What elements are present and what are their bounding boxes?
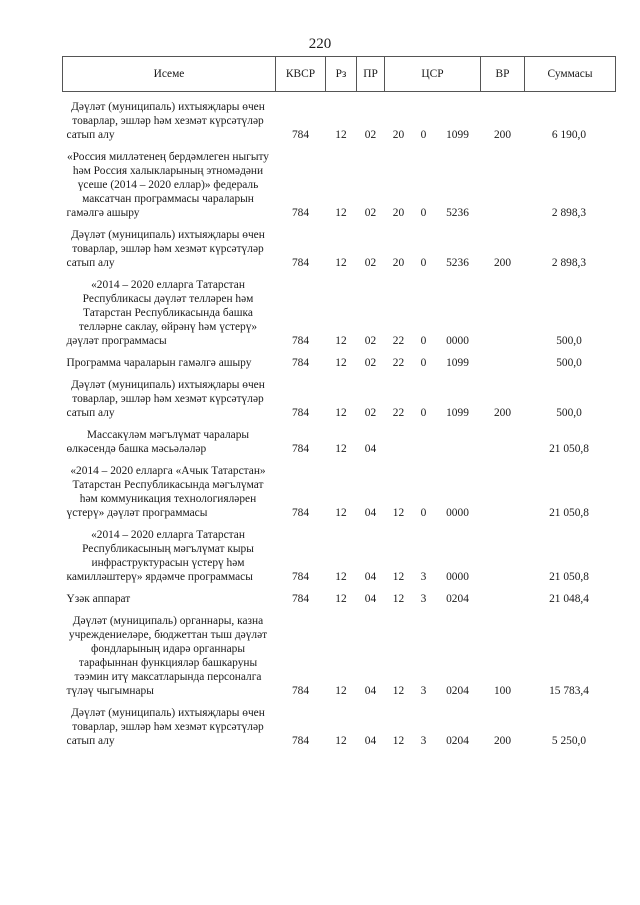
row-rz: 12	[335, 407, 347, 419]
row-vr	[481, 428, 525, 464]
row-pr: 02	[364, 207, 377, 219]
row-csr-direction	[435, 428, 481, 464]
row-rz: 12	[335, 443, 347, 455]
row-rz: 12	[335, 357, 347, 369]
row-pr: 04	[364, 735, 377, 747]
row-vr: 100	[493, 685, 512, 697]
row-csr-program: 12	[392, 593, 405, 605]
row-csr-program: 22	[392, 357, 405, 369]
row-sum: 6 190,0	[551, 129, 587, 141]
row-vr	[481, 278, 525, 356]
header-rz: Рз	[326, 57, 357, 92]
row-kvsr: 784	[291, 335, 310, 347]
row-name: Дәүләт (муниципаль) ихтыяҗлары өчен товарлар, эшләр һәм хезмәт күрсәтүләр сатып алу	[66, 707, 265, 747]
row-vr: 200	[493, 407, 512, 419]
row-vr: 200	[493, 129, 512, 141]
row-sum: 21 048,4	[549, 593, 589, 605]
row-csr-direction: 0000	[446, 335, 469, 347]
row-csr-direction: 0000	[446, 571, 469, 583]
row-rz: 12	[335, 593, 347, 605]
row-pr: 02	[364, 257, 377, 269]
row-csr-program: 12	[392, 735, 405, 747]
row-sum: 15 783,4	[549, 685, 589, 697]
row-rz: 12	[335, 685, 347, 697]
row-csr-subprogram: 0	[420, 407, 427, 419]
table-row	[63, 464, 616, 528]
row-vr	[481, 356, 525, 378]
row-csr-subprogram: 0	[420, 129, 427, 141]
page-number: 220	[308, 36, 332, 52]
row-csr-direction: 0000	[446, 507, 469, 519]
row-rz: 12	[335, 735, 347, 747]
row-sum: 5 250,0	[551, 735, 587, 747]
row-vr	[481, 464, 525, 528]
row-sum: 500,0	[556, 357, 582, 369]
row-kvsr: 784	[291, 443, 310, 455]
row-name: Дәүләт (муниципаль) ихтыяҗлары өчен товарлар, эшләр һәм хезмәт күрсәтүләр сатып алу	[66, 379, 265, 419]
row-pr: 04	[364, 443, 377, 455]
row-csr-program	[385, 428, 413, 464]
table-header	[63, 57, 616, 92]
table-row	[63, 592, 616, 614]
row-csr-program: 20	[392, 207, 405, 219]
row-name: Дәүләт (муниципаль) ихтыяҗлары өчен товарлар, эшләр һәм хезмәт күрсәтүләр сатып алу	[66, 101, 265, 141]
row-csr-program: 22	[392, 407, 405, 419]
row-sum: 500,0	[556, 407, 582, 419]
row-csr-subprogram: 0	[420, 357, 427, 369]
row-pr: 02	[364, 335, 377, 347]
row-sum: 21 050,8	[549, 571, 589, 583]
row-name: Үзәк аппарат	[66, 593, 131, 605]
row-csr-direction: 0204	[446, 735, 469, 747]
row-name: Дәүләт (муниципаль) ихтыяҗлары өчен товарлар, эшләр һәм хезмәт күрсәтүләр сатып алу	[66, 229, 265, 269]
row-csr-direction: 0204	[446, 685, 469, 697]
row-csr-subprogram: 3	[420, 685, 427, 697]
row-csr-subprogram: 0	[420, 257, 427, 269]
row-pr: 02	[364, 407, 377, 419]
table-row	[63, 92, 616, 151]
row-vr: 200	[493, 735, 512, 747]
table-row	[63, 378, 616, 428]
row-pr: 02	[364, 357, 377, 369]
row-sum: 21 050,8	[549, 443, 589, 455]
row-kvsr: 784	[291, 357, 310, 369]
row-csr-direction: 5236	[446, 257, 469, 269]
row-pr: 04	[364, 685, 377, 697]
row-pr: 02	[364, 129, 377, 141]
row-csr-direction: 5236	[446, 207, 469, 219]
row-csr-program: 12	[392, 571, 405, 583]
row-csr-subprogram: 3	[420, 593, 427, 605]
row-kvsr: 784	[291, 207, 310, 219]
table-row	[63, 228, 616, 278]
header-vr: ВР	[481, 57, 525, 92]
row-csr-program: 12	[392, 507, 405, 519]
row-kvsr: 784	[291, 507, 310, 519]
row-pr: 04	[364, 507, 377, 519]
row-csr-subprogram: 0	[420, 335, 427, 347]
row-csr-program: 20	[392, 129, 405, 141]
table-row	[63, 706, 616, 756]
table-row	[63, 614, 616, 706]
row-kvsr: 784	[291, 129, 310, 141]
budget-table	[62, 56, 616, 756]
row-kvsr: 784	[291, 593, 310, 605]
row-kvsr: 784	[291, 257, 310, 269]
row-rz: 12	[335, 207, 347, 219]
row-csr-subprogram: 3	[420, 735, 427, 747]
row-name: «2014 – 2020 елларга Татарстан Республикасының мәгълүмат кыры инфраструктурасын үстерү һәм камилләштерү» ярдәмче программасы	[66, 529, 254, 583]
row-rz: 12	[335, 507, 347, 519]
row-kvsr: 784	[291, 735, 310, 747]
row-csr-direction: 1099	[446, 407, 469, 419]
row-sum: 2 898,3	[551, 207, 587, 219]
row-rz: 12	[335, 571, 347, 583]
header-csr: ЦСР	[385, 57, 481, 92]
row-name: «Россия милләтенең бердәмлеген ныгыту һәм Россия халыкларының этномәдәни үсеше (2014 – 2020 еллар)» федераль максатчан программасы чараларын гамәлгә ашыру	[66, 151, 270, 219]
row-csr-direction: 1099	[446, 129, 469, 141]
table-body	[63, 92, 616, 757]
row-rz: 12	[335, 257, 347, 269]
row-sum: 21 050,8	[549, 507, 589, 519]
row-name: Программа чараларын гамәлгә ашыру	[66, 357, 252, 369]
row-csr-subprogram: 0	[420, 207, 427, 219]
row-sum: 500,0	[556, 335, 582, 347]
row-kvsr: 784	[291, 407, 310, 419]
table-row	[63, 528, 616, 592]
row-rz: 12	[335, 335, 347, 347]
row-pr: 04	[364, 593, 377, 605]
row-vr	[481, 592, 525, 614]
row-csr-program: 20	[392, 257, 405, 269]
row-vr: 200	[493, 257, 512, 269]
row-csr-subprogram	[413, 428, 435, 464]
row-sum: 2 898,3	[551, 257, 587, 269]
header-sum: Суммасы	[525, 57, 616, 92]
row-rz: 12	[335, 129, 347, 141]
row-name: Массакүләм мәгълүмат чаралары өлкәсендә башка мәсьәләләр	[66, 429, 250, 455]
row-name: «2014 – 2020 елларга «Ачык Татарстан» Татарстан Республикасында мәгълүмат һәм коммуникация технологияләрен үстерү» дәүләт программасы	[66, 465, 266, 519]
row-csr-program: 22	[392, 335, 405, 347]
row-csr-subprogram: 0	[420, 507, 427, 519]
row-pr: 04	[364, 571, 377, 583]
table-row	[63, 428, 616, 464]
table-row	[63, 278, 616, 356]
row-kvsr: 784	[291, 571, 310, 583]
row-csr-direction: 1099	[446, 357, 469, 369]
header-name: Исеме	[63, 57, 276, 92]
row-csr-direction: 0204	[446, 593, 469, 605]
row-csr-program: 12	[392, 685, 405, 697]
header-pr: ПР	[357, 57, 385, 92]
row-csr-subprogram: 3	[420, 571, 427, 583]
row-vr	[481, 150, 525, 228]
header-kvsr: КВСР	[276, 57, 326, 92]
table-row	[63, 356, 616, 378]
table-row	[63, 150, 616, 228]
row-name: «2014 – 2020 елларга Татарстан Республикасы дәүләт телләрен һәм Татарстан Республикасында башка телләрне саклау, өйрәнү һәм үстерү» дәүләт программасы	[66, 279, 258, 347]
row-vr	[481, 528, 525, 592]
row-name: Дәүләт (муниципаль) органнары, казна учреждениеләре, бюджеттан тыш дәүләт фондларының идарә органнары тарафыннан функцияләр башкаруны тәэмин итү максатларында персоналга түләү чыгымнары	[66, 615, 268, 697]
row-kvsr: 784	[291, 685, 310, 697]
